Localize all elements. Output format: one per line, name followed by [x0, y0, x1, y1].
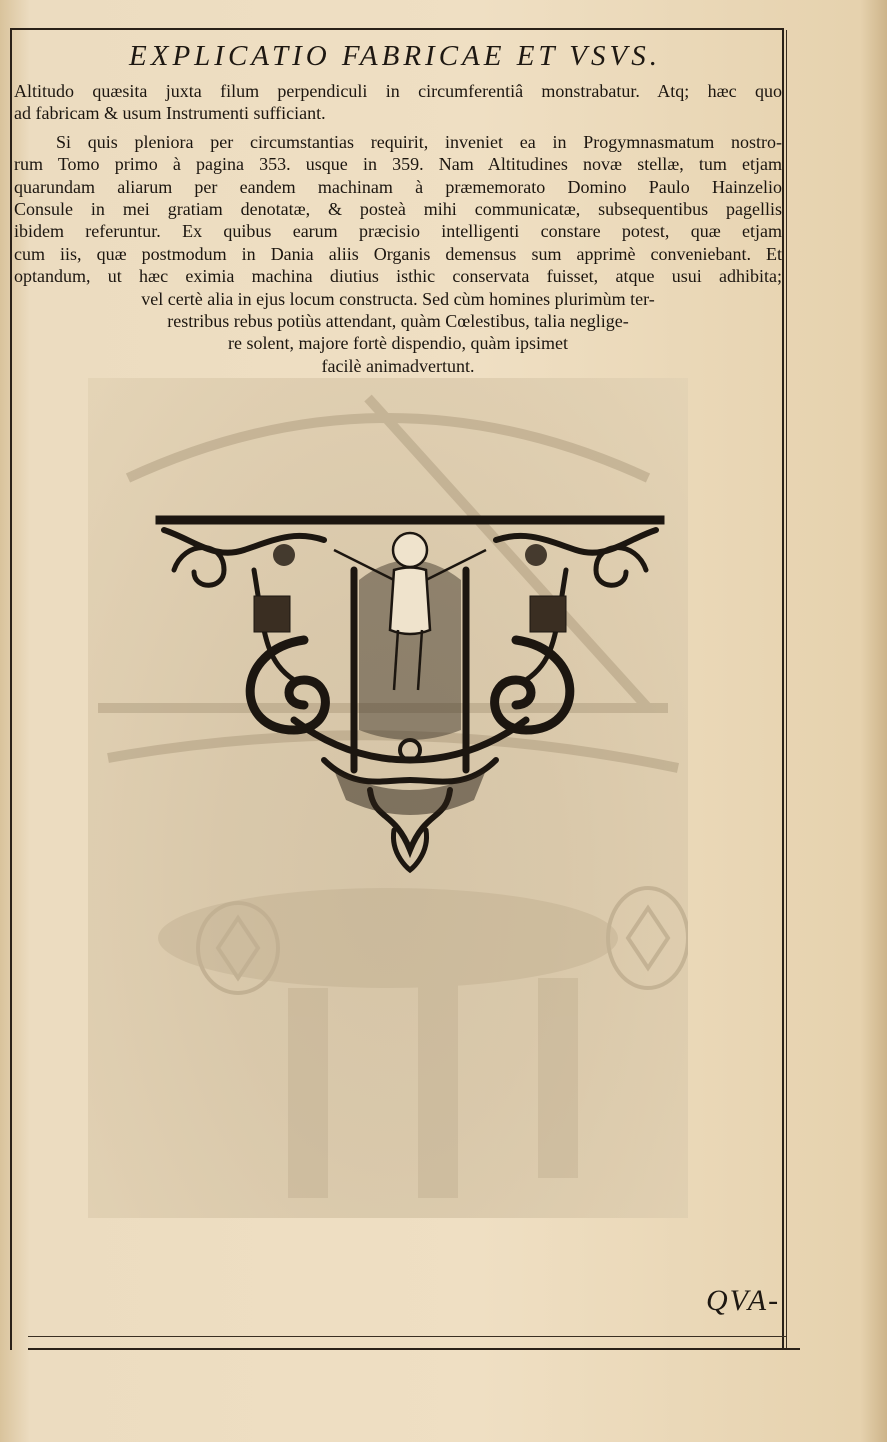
- running-head: EXPLICATIO FABRICAE ET VSVS.: [129, 40, 661, 72]
- body-text: [14, 80, 782, 377]
- ornamental-tailpiece-icon: [154, 510, 666, 880]
- text-line: quarundam aliarum per eandem machinam à præmemorato Domino Paulo Hainzelio: [14, 176, 782, 197]
- text-line: ibidem referuntur. Ex quibus earum præcisio intelligenti constare potest, quæ etjam: [14, 221, 782, 242]
- page-border-bottom: [28, 1348, 800, 1350]
- text-line: restribus rebus potiùs attendant, quàm Cœlestibus, talia neglige-: [167, 311, 629, 332]
- text-line: Altitudo quæsita juxta filum perpendiculi in circumferentiâ monstrabatur. Atq; hæc quo: [14, 81, 782, 101]
- catchword: QVA-: [706, 1284, 781, 1317]
- text-line: rum Tomo primo à pagina 353. usque in 359. Nam Altitudines novæ stellæ, tum etjam: [14, 154, 782, 175]
- text-line: Consule in mei gratiam denotatæ, & posteà mihi communicatæ, subsequentibus pagellis: [14, 199, 782, 220]
- page-border-inner-bottom: [28, 1336, 786, 1337]
- text-line: optandum, ut hæc eximia machina diutius isthic conservata fuisset, atque usui adhibita;: [14, 266, 782, 287]
- text-line: facilè animadvertunt.: [321, 355, 475, 376]
- text-line: Si quis pleniora per circumstantias requirit, inveniet ea in Progymnasmatum nostro-: [56, 131, 782, 152]
- text-line: vel certè alia in ejus locum constructa. Sed cùm homines plurimùm ter-: [141, 288, 655, 309]
- text-line: cum iis, quæ postmodum in Dania aliis Organis demensus sum apprimè conveniebant. Et: [14, 243, 782, 264]
- page-border-inner-right: [786, 30, 787, 1348]
- text-line: ad fabricam & usum Instrumenti sufficiant.: [14, 103, 326, 124]
- text-line: re solent, majore fortè dispendio, quàm ipsimet: [228, 333, 568, 354]
